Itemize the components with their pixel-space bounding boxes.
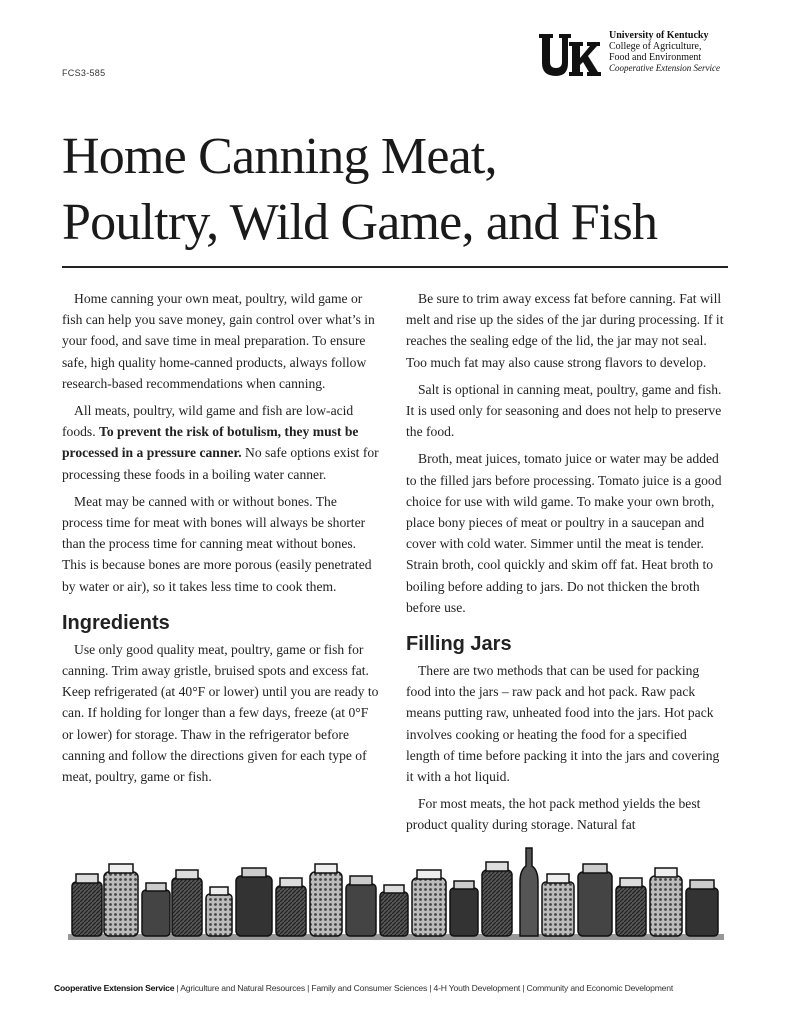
paragraph-bones: Meat may be canned with or without bones. The process time for meat with bones will always be shorter than the process time for canning meat without bones. This is because bones are more porous (easily penetrated by water or air), so it takes less time to cook them.: [62, 493, 372, 594]
paragraph-salt: Salt is optional in canning meat, poultry, game and fish. It is used only for seasoning and does not help to preserve the food.: [406, 381, 722, 440]
paragraph-ingredients: Use only good quality meat, poultry, game or fish for canning. Trim away gristle, bruised spots and excess fat. Keep refrigerated (at 40°F or lower) until you are ready to can. If holding for longer than a few days, freeze (at 0°F or lower) for storage. Thaw in the refrigerator before canning and follow the directions given for each type of meat, poultry, game or fish.: [62, 641, 379, 785]
publication-number: FCS3-585: [62, 68, 106, 78]
heading-filling-jars: Filling Jars: [406, 633, 512, 656]
title-line-1: Home Canning Meat,: [62, 128, 497, 185]
logo-college: College of Agriculture,: [609, 41, 702, 52]
paragraph-fat: Be sure to trim away excess fat before canning. Fat will melt and rise up the sides of the jar during processing. If it reaches the sealing edge of the lid, the jar may not seal. Too much fat may also cause strong flavors to develop.: [406, 291, 724, 370]
left-column: [62, 288, 380, 793]
uk-logo-mark: [538, 32, 602, 78]
paragraph-botulism: [62, 400, 380, 485]
botulism-warning: To prevent the risk of botulism, they must be processed in a pressure canner.: [62, 424, 359, 461]
paragraph-pack-methods: There are two methods that can be used for packing food into the jars – raw pack and hot pack. Raw pack means putting raw, unheated food into the jars. Hot pack involves cooking or heating the food for a specified length of time before packing it into the jars and covering it with a hot liquid.: [406, 663, 720, 785]
paragraph-hot-pack: For most meats, the hot pack method yields the best product quality during storage. Natural fat: [406, 796, 701, 833]
paragraph-broth: Broth, meat juices, tomato juice or water may be added to the filled jars before processing. Tomato juice is a good choice for use with wild game. To make your own broth, place bony pieces of meat or poultry in a saucepan and cover with cold water. Simmer until the meat is tender. Strain broth, cool quickly and skim off fat. Heat broth to boiling before adding to jars. Do not thicken the broth before use.: [406, 451, 722, 615]
footer-service: Cooperative Extension Service: [54, 983, 175, 993]
title-rule: [62, 266, 728, 268]
logo-service: Cooperative Extension Service: [609, 63, 720, 73]
uk-logo: [538, 30, 768, 82]
footer: [54, 983, 754, 993]
document-title: [62, 124, 742, 256]
right-column: [406, 288, 724, 842]
canning-jars-illustration: [68, 842, 724, 942]
botulism-text-end: No safe options exist for processing these foods in a boiling water canner.: [62, 445, 379, 482]
heading-ingredients: Ingredients: [62, 611, 170, 634]
footer-programs: | Agriculture and Natural Resources | Family and Consumer Sciences | 4-H Youth Development | Community and Economic Development: [174, 983, 674, 993]
logo-college-2: Food and Environment: [609, 52, 702, 63]
botulism-text-start: All meats, poultry, wild game and fish are low-acid foods.: [62, 403, 354, 440]
paragraph-intro: Home canning your own meat, poultry, wild game or fish can help you save money, gain control over what’s in your food, and save time in meal preparation. To ensure safe, high quality home-canned products, always follow research-based recommendations when canning.: [62, 291, 375, 391]
title-line-2: Poultry, Wild Game, and Fish: [62, 194, 658, 251]
logo-university: University of Kentucky: [609, 30, 709, 41]
logo-text: [609, 30, 720, 74]
